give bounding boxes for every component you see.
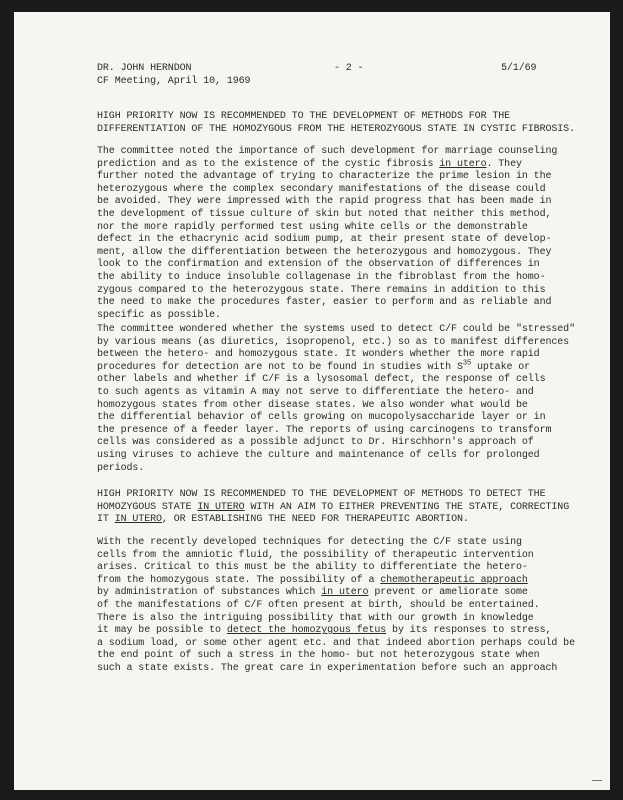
text-line: to such agents as vitamin A may not serve to differentiate the hetero- and	[97, 386, 534, 398]
text-line: prediction and as to the existence of the cystic fibrosis in utero. They	[97, 158, 522, 170]
text-line: There is also the intriguing possibility that with our growth in knowledge	[97, 612, 534, 624]
document-page	[14, 12, 610, 790]
text-line: other labels and whether if C/F is a lysosomal defect, the response of cells	[97, 374, 546, 386]
text-line: the presence of a feeder layer. The reports of using carcinogens to transform	[97, 424, 552, 436]
underlined-term: IN UTERO	[114, 514, 162, 526]
text-line: it may be possible to detect the homozygous fetus by its responses to stress,	[97, 625, 552, 637]
text-line: a sodium load, or some other agent etc. and that indeed abortion perhaps could be	[97, 637, 575, 649]
text-line: such a state exists. The great care in experimentation before such an approach	[97, 662, 558, 674]
text-line: the development of tissue culture of skin but noted that neither this method,	[97, 208, 552, 220]
heading-line: HIGH PRIORITY NOW IS RECOMMENDED TO THE DEVELOPMENT OF METHODS FOR THE	[97, 111, 511, 122]
section2-paragraph	[97, 537, 597, 676]
text-line: homozygous states from other disease states. We also wonder what would be	[97, 399, 528, 411]
header-date: 5/1/69	[501, 63, 537, 74]
text-line: between the hetero- and homozygous state. It wonders whether the more rapid	[97, 349, 540, 361]
text-line: zygous compared to the heterozygous state. There remains in addition to this	[97, 284, 546, 296]
text-line: further noted the advantage of trying to characterize the prime lesion in the	[97, 171, 552, 183]
text-line: of the manifestations of C/F often present at birth, should be entertained.	[97, 599, 540, 611]
text-line: the end point of such a stress in the homo- but not heterozygous state when	[97, 650, 540, 662]
heading-line: HOMOZYGOUS STATE IN UTERO WITH AN AIM TO EITHER PREVENTING THE STATE, CORRECTING	[97, 501, 570, 513]
text-line: by administration of substances which in utero prevent or ameliorate some	[97, 587, 528, 599]
text-line: The committee wondered whether the systems used to detect C/F could be "stressed"	[97, 324, 575, 335]
text-line: defect in the ethacrynic acid sodium pump, at their present state of develop-	[97, 234, 552, 246]
margin-mark	[592, 780, 602, 781]
text-line: cells from the amniotic fluid, the possibility of therapeutic intervention	[97, 549, 534, 561]
text-line: periods.	[97, 462, 145, 474]
heading-line: HIGH PRIORITY NOW IS RECOMMENDED TO THE DEVELOPMENT OF METHODS TO DETECT THE	[97, 489, 546, 500]
heading-line: DIFFERENTIATION OF THE HOMOZYGOUS FROM THE HETEROZYGOUS STATE IN CYSTIC FIBROSIS.	[97, 123, 575, 135]
underlined-term: IN UTERO	[197, 501, 245, 513]
header-name: DR. JOHN HERNDON	[97, 63, 192, 74]
text-line: from the homozygous state. The possibility of a chemotherapeutic approach	[97, 574, 528, 586]
text-line: the differential behavior of cells growing on mucopolysaccharide layer or in	[97, 412, 546, 424]
underlined-term: in utero	[321, 587, 369, 599]
text-line: look to the confirmation and extension of the observation of differences in	[97, 259, 540, 271]
text-line: With the recently developed techniques for detecting the C/F state using	[97, 537, 522, 548]
underlined-term: in utero	[439, 158, 487, 170]
text-line: by various means (as diuretics, isopropenol, etc.) so as to manifest differences	[97, 336, 570, 348]
underlined-term: chemotherapeutic approach	[380, 574, 528, 586]
heading-line: IT IN UTERO, OR ESTABLISHING THE NEED FOR THERAPEUTIC ABORTION.	[97, 514, 469, 526]
text-line: be avoided. They were impressed with the rapid progress that has been made in	[97, 196, 552, 208]
section1-paragraph1	[97, 146, 597, 322]
text-line: specific as possible.	[97, 309, 221, 321]
text-line: the need to make the procedures faster, easier to perform and as reliable and	[97, 297, 552, 309]
text-line: procedures for detection are not to be found in studies with $S^{35}$ uptake or	[97, 359, 531, 373]
text-line: cells was considered as a possible adjunct to Dr. Hirschhorn's approach of	[97, 437, 534, 449]
text-line: nor the more rapidly performed test using white cells or the demonstrable	[97, 221, 528, 233]
superscript: 35	[462, 359, 472, 368]
text-line: using viruses to achieve the culture and maintenance of cells for prolonged	[97, 449, 540, 461]
text-line: The committee noted the importance of such development for marriage counseling	[97, 146, 558, 157]
underlined-term: detect the homozygous fetus	[226, 625, 387, 637]
text-line: arises. Critical to this must be the ability to differentiate the hetero-	[97, 562, 528, 574]
section2-heading	[97, 489, 597, 527]
header-meeting: CF Meeting, April 10, 1969	[97, 76, 251, 87]
section1-heading	[97, 111, 597, 136]
text-line: the ability to induce insoluble collagenase in the fibroblast from the homo-	[97, 271, 546, 283]
text-line: heterozygous where the complex secondary manifestations of the disease could	[97, 183, 546, 195]
page-number: - 2 -	[334, 63, 364, 74]
text-line: ment, allow the differentiation between the heterozygous and homozygous. They	[97, 246, 552, 258]
section1-paragraph2	[97, 324, 597, 475]
